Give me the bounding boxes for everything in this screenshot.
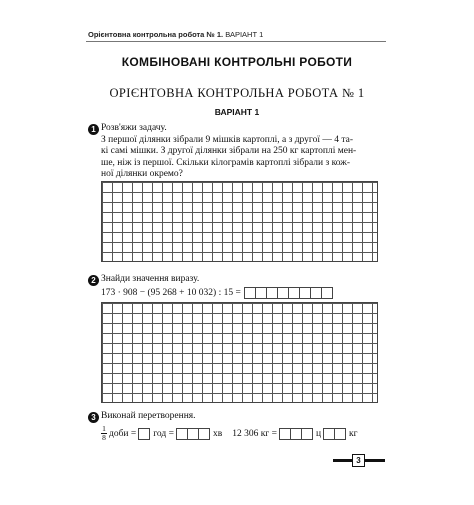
answer-cells[interactable] [139,428,150,440]
answer-grid-task-1[interactable] [101,181,378,262]
task-number-badge: 3 [88,412,99,423]
unit-day: доби = [109,428,137,439]
running-head [88,30,263,39]
fraction [101,425,107,442]
answer-cells[interactable] [245,287,333,299]
running-head-rest: ВАРІАНТ 1 [223,30,264,39]
section-title: КОМБІНОВАНІ КОНТРОЛЬНІ РОБОТИ [121,55,353,69]
running-head-bold: Орієнтовна контрольна робота № 1. [88,30,224,39]
task-2-text [101,274,356,286]
answer-cells[interactable] [324,428,346,440]
test-title: ОРІЄНТОВНА КОНТРОЛЬНА РОБОТА № 1 [109,86,365,100]
task-3-conversion-row [101,425,358,442]
answer-grid-task-2[interactable] [101,302,378,403]
page-number-marker [333,454,385,467]
task-1-line: кі самі мішки. З другої ділянки зібрали на 250 кг картоплі мен- [101,146,357,156]
task-3-line: Виконай перетворення. [101,411,196,421]
fraction-numerator: 1 [102,424,106,433]
task-2-expression-row [101,287,333,299]
task-1-line: ної ділянки окремо? [101,169,183,179]
task-2-expression: 173 · 908 − (95 268 + 10 032) : 15 = [101,288,241,298]
task-3-text [101,411,356,423]
unit-hour: год = [153,428,174,439]
task-1-text [101,123,356,181]
task-1-line: З першої ділянки зібрали 9 мішків картоплі, а з другої — 4 та- [101,134,353,145]
unit-kilogram: кг [349,428,358,439]
task-1-line: Розв'яжи задачу. [101,123,167,133]
task-1-line: ше, ніж із першої. Скільки кілограмів картоплі зібрали з кож- [101,157,350,168]
task-number-badge: 2 [88,275,99,286]
mass-value: 12 306 кг = [232,428,277,439]
answer-cells[interactable] [280,428,313,440]
answer-cells[interactable] [177,428,210,440]
task-number-badge: 1 [88,124,99,135]
page-number: 3 [352,454,365,467]
header-rule [86,41,386,42]
fraction-denominator: 8 [102,433,106,442]
unit-centner: ц [315,428,322,439]
variant-title: ВАРІАНТ 1 [214,107,260,117]
unit-minute: хв [212,428,223,439]
task-2-line: Знайди значення виразу. [101,274,200,284]
